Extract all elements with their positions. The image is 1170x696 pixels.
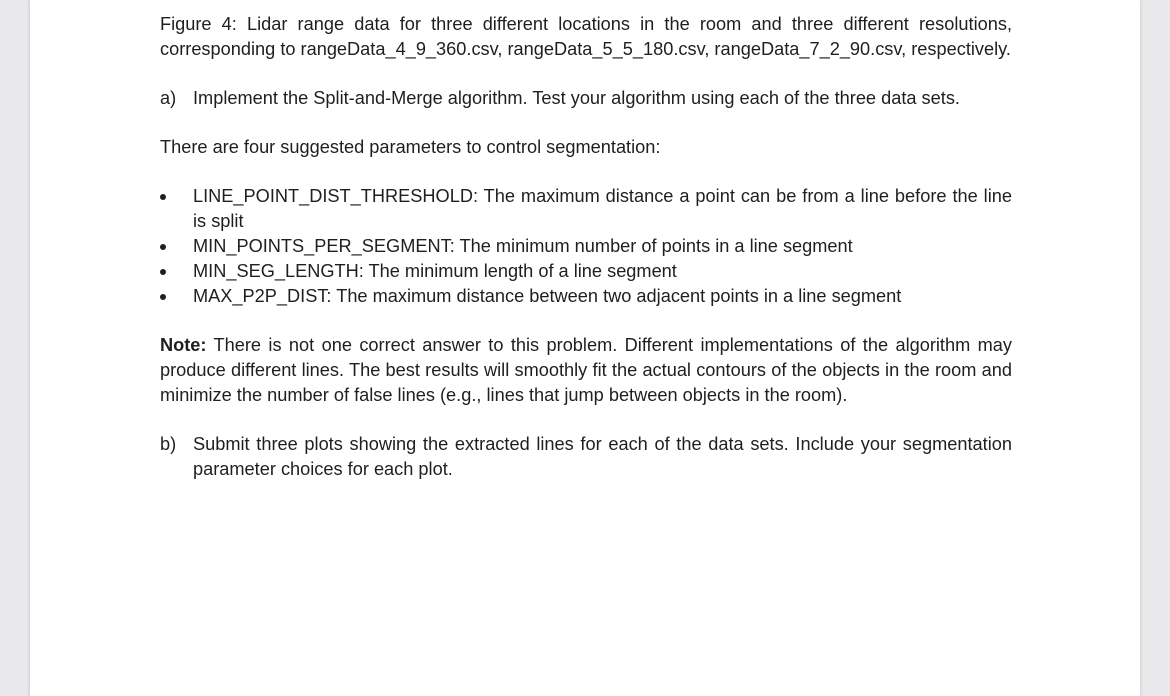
document-body <box>160 12 1012 506</box>
note-paragraph <box>160 333 1012 408</box>
part-a-marker: a) <box>160 88 177 108</box>
parameter-text: LINE_POINT_DIST_THRESHOLD: The maximum distance a point can be from a line before the line is split <box>193 186 1012 231</box>
list-item <box>160 234 1012 259</box>
part-a <box>160 86 1012 111</box>
parameter-text: MAX_P2P_DIST: The maximum distance between two adjacent points in a line segment <box>193 286 902 306</box>
list-item <box>160 259 1012 284</box>
bullet-icon <box>160 294 166 300</box>
bullet-icon <box>160 194 166 200</box>
figure-caption: Figure 4: Lidar range data for three different locations in the room and three different resolutions, corresponding to rangeData_4_9_360.csv, rangeData_5_5_180.csv, rangeData_7_2_90.csv, respectively. <box>160 14 1012 59</box>
part-b-text: Submit three plots showing the extracted lines for each of the data sets. Include your segmentation parameter choices for each plot. <box>193 434 1012 479</box>
part-b <box>160 432 1012 482</box>
parameters-intro: There are four suggested parameters to control segmentation: <box>160 137 661 157</box>
part-a-text: Implement the Split-and-Merge algorithm. Test your algorithm using each of the three data sets. <box>193 88 960 108</box>
bullet-icon <box>160 244 166 250</box>
list-item <box>160 184 1012 234</box>
parameter-list <box>160 184 1012 309</box>
note-label: Note: <box>160 335 207 355</box>
list-item <box>160 284 1012 309</box>
parameter-text: MIN_POINTS_PER_SEGMENT: The minimum number of points in a line segment <box>193 236 853 256</box>
note-text: There is not one correct answer to this problem. Different implementations of the algorithm may produce different lines. The best results will smoothly fit the actual contours of the objects in the room and minimize the number of false lines (e.g., lines that jump between objects in the room). <box>160 335 1012 405</box>
bullet-icon <box>160 269 166 275</box>
document-page <box>30 0 1140 696</box>
parameter-text: MIN_SEG_LENGTH: The minimum length of a line segment <box>193 261 677 281</box>
part-b-marker: b) <box>160 434 177 454</box>
